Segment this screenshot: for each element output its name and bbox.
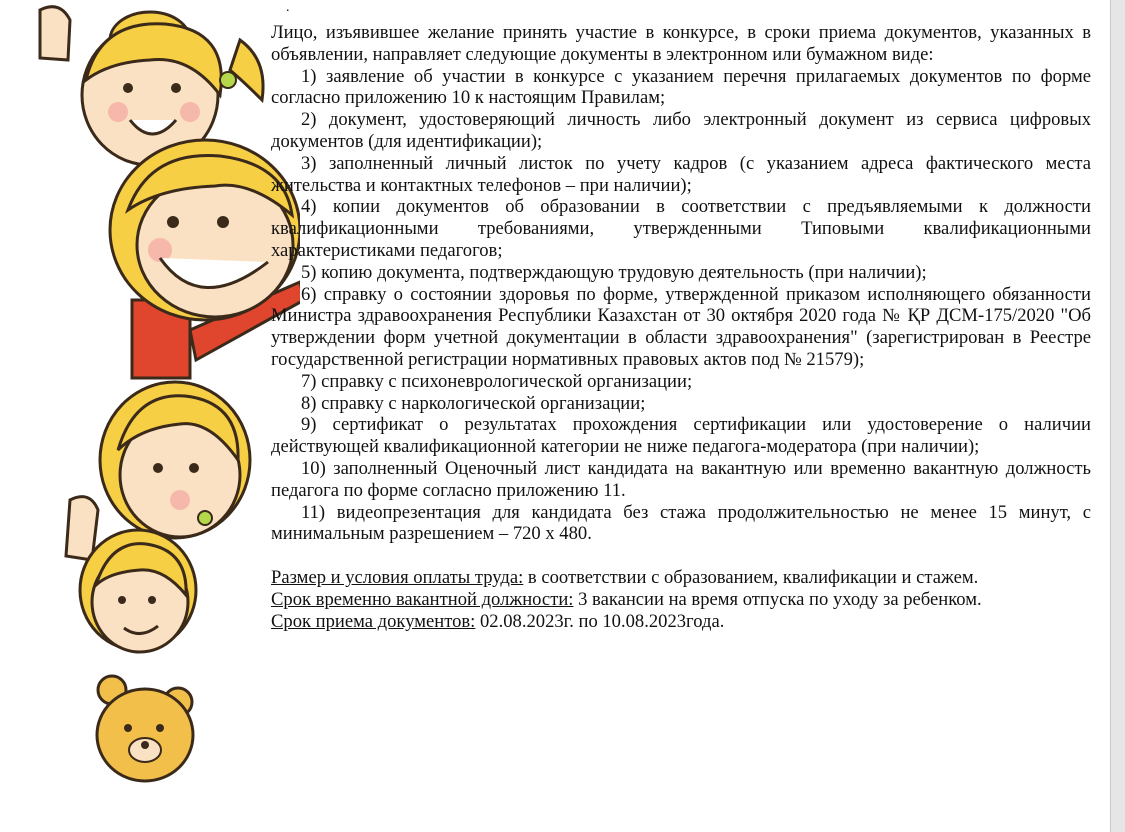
- list-item: 2) документ, удостоверяющий личность либо электронный документ из сервиса цифровых документов (для идентификации);: [271, 109, 1091, 152]
- list-item: 1) заявление об участии в конкурсе с указанием перечня прилагаемых документов по форме согласно приложению 10 к настоящим Правилам;: [271, 65, 1091, 109]
- salary-label: Размер и условия оплаты труда:: [271, 567, 524, 589]
- children-illustration: [0, 0, 300, 832]
- teddy-bear-icon: [97, 676, 193, 781]
- term-paragraph: [271, 589, 1091, 611]
- top-mark: .: [286, 0, 290, 15]
- intro-paragraph: Лицо, изъявившее желание принять участие в конкурсе, в сроки приема документов, указанных в объявлении, направляет следующие документы в электронном или бумажном виде:: [271, 22, 1091, 65]
- spacer: [271, 545, 1091, 567]
- deadline-label: Срок приема документов:: [271, 610, 476, 632]
- child-face-icon: [40, 7, 263, 165]
- document-body: [271, 22, 1091, 633]
- list-item: 9) сертификат о результатах прохождения сертификации или удостоверение о наличии действующей квалификационной категории не ниже педагога-модератора (при наличии);: [271, 414, 1091, 458]
- child-face-icon: [80, 530, 196, 652]
- list-item: 11) видеопрезентация для кандидата без стажа продолжительностью не менее 15 минут, с минимальным разрешением – 720 х 480.: [271, 501, 1091, 545]
- list-item: 8) справку с наркологической организации;: [301, 392, 646, 414]
- term-text: 3 вакансии на время отпуска по уходу за ребенком.: [573, 588, 982, 610]
- salary-paragraph: [271, 567, 1091, 589]
- page-edge: [1110, 0, 1125, 832]
- salary-text: в соответствии с образованием, квалификации и стажем.: [523, 567, 979, 589]
- deadline-text: 02.08.2023г. по 10.08.2023года.: [475, 610, 725, 632]
- list-item: 6) справку о состоянии здоровья по форме, утвержденной приказом исполняющего обязанности Министра здравоохранения Республики Казахстан от 30 октября 2020 года № ҚР ДСМ-175/2020 "Об утверждении форм учетной документации в области здравоохранения" (зарегистрирован в Реестре государственной регистрации нормативных правовых актов под № 21579);: [271, 283, 1091, 370]
- list-item: 3) заполненный личный листок по учету кадров (с указанием адреса фактического места жительства и контактных телефонов – при наличии);: [271, 152, 1091, 196]
- list-item: 7) справку с психоневрологической организации;: [301, 370, 693, 392]
- list-item: 5) копию документа, подтверждающую трудовую деятельность (при наличии);: [301, 261, 927, 283]
- deadline-paragraph: [271, 611, 1091, 633]
- term-label: Срок временно вакантной должности:: [271, 588, 574, 610]
- list-item: 4) копии документов об образовании в соответствии с предъявляемыми к должности квалификационными требованиями, утвержденными Типовыми квалификационными характеристиками педагогов;: [271, 196, 1091, 261]
- list-item: 10) заполненный Оценочный лист кандидата на вакантную или временно вакантную должность педагога по форме согласно приложению 11.: [271, 457, 1091, 501]
